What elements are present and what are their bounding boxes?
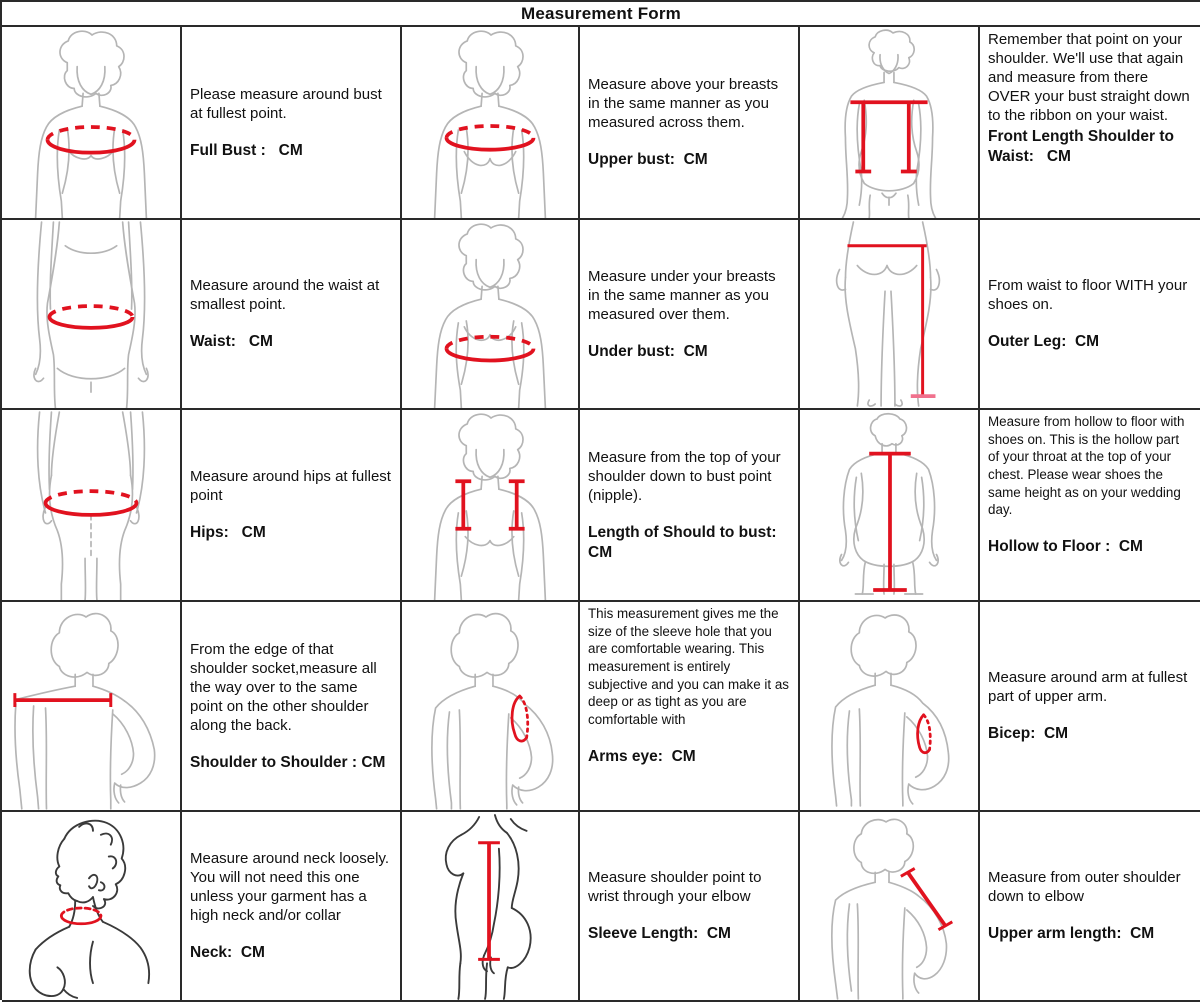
sleeve-length-cell — [580, 812, 800, 1002]
measure-label: Outer Leg: CM — [988, 333, 1100, 351]
measure-description: Measure from outer shoulder down to elbow — [988, 869, 1185, 906]
measure-description: Measure around neck loosely. You will not need this one unless your garment has a high neck and/or collar — [190, 850, 393, 925]
measure-label: Waist: CM — [190, 333, 273, 351]
measure-label: Upper arm length: CM — [988, 925, 1155, 943]
measure-description: Measure under your breasts in the same manner as you measured over them. — [588, 267, 780, 323]
torso-hips-icon — [2, 410, 180, 600]
upper-arm-length-figure — [800, 812, 980, 1002]
measure-label: Length of Should to bust: CM — [588, 524, 786, 561]
full-bust-cell — [182, 27, 402, 220]
measure-description: Measure around the waist at smallest point. — [190, 277, 384, 314]
measure-description: From waist to floor WITH your shoes on. — [988, 277, 1192, 314]
back-bicep-icon — [800, 602, 978, 810]
upper-bust-figure — [402, 27, 580, 220]
under-bust-cell — [580, 220, 800, 410]
measure-description: Remember that point on your shoulder. We'll use that again and measure from there OVER your bust straight down to the ribbon on your waist. — [988, 31, 1194, 125]
woman-hollow-to-floor-icon — [800, 410, 978, 600]
legs-outer-leg-icon — [800, 220, 978, 408]
woman-shoulder-to-bust-icon — [402, 410, 578, 600]
measure-description: Measure from the top of your shoulder down to bust point (nipple). — [588, 449, 785, 505]
woman-front-bust-icon — [2, 27, 180, 218]
hollow-to-floor-figure — [800, 410, 980, 602]
measure-label: Neck: CM — [190, 944, 265, 962]
shoulder-to-bust-cell — [580, 410, 800, 602]
waist-figure — [2, 220, 182, 410]
shoulder-to-bust-figure — [402, 410, 580, 602]
back-upper-arm-icon — [800, 812, 978, 1000]
hips-figure — [2, 410, 182, 602]
measure-description: From the edge of that shoulder socket,measure all the way over to the same point on the other shoulder along the back. — [190, 640, 381, 734]
upper-bust-cell — [580, 27, 800, 220]
back-arms-eye-icon — [402, 602, 578, 810]
torso-waist-icon — [2, 220, 180, 408]
measure-label: Upper bust: CM — [588, 151, 708, 169]
hips-cell — [182, 410, 402, 602]
shoulder-to-shoulder-cell — [182, 602, 402, 812]
shoulder-to-shoulder-figure — [2, 602, 182, 812]
bicep-cell — [980, 602, 1200, 812]
measure-description: Measure around hips at fullest point — [190, 468, 396, 505]
measure-label: Shoulder to Shoulder : CM — [190, 753, 386, 771]
woman-front-under-bust-icon — [402, 220, 578, 408]
outer-leg-cell — [980, 220, 1200, 410]
measure-description: Measure from hollow to floor with shoes on. This is the hollow part of your throat at the top of your chest. Please wear shoes the same height as on your wedding day. — [988, 414, 1189, 518]
front-length-cell — [980, 27, 1200, 220]
measure-description: Measure above your breasts in the same manner as you measured across them. — [588, 76, 783, 132]
profile-neck-icon — [2, 812, 180, 1000]
bicep-figure — [800, 602, 980, 812]
page-title: Measurement Form — [2, 2, 1200, 27]
woman-front-upper-bust-icon — [402, 27, 578, 218]
measure-description: Measure around arm at fullest part of upper arm. — [988, 669, 1192, 706]
neck-figure — [2, 812, 182, 1002]
side-sleeve-length-icon — [402, 812, 578, 1000]
sleeve-length-figure — [402, 812, 580, 1002]
measure-description: This measurement gives me the size of the sleeve hole that you are comfortable wearing. This measurement is entirely subjective and you can make it as deep or as tight as you are comfortable with — [588, 606, 793, 728]
measure-label: Front Length Shoulder to Waist: CM — [988, 128, 1179, 165]
hollow-to-floor-cell — [980, 410, 1200, 602]
under-bust-figure — [402, 220, 580, 410]
full-bust-figure — [2, 27, 182, 220]
measure-description: Please measure around bust at fullest point. — [190, 85, 386, 122]
arms-eye-cell — [580, 602, 800, 812]
measure-label: Full Bust : CM — [190, 141, 303, 159]
measure-label: Bicep: CM — [988, 725, 1069, 743]
woman-front-length-icon — [800, 27, 978, 218]
outer-leg-figure — [800, 220, 980, 410]
neck-cell — [182, 812, 402, 1002]
measure-description: Measure shoulder point to wrist through your elbow — [588, 869, 766, 906]
arms-eye-figure — [402, 602, 580, 812]
front-length-figure — [800, 27, 980, 220]
upper-arm-length-cell — [980, 812, 1200, 1002]
waist-cell — [182, 220, 402, 410]
measure-label: Under bust: CM — [588, 342, 708, 360]
measure-label: Arms eye: CM — [588, 747, 696, 765]
measure-label: Hollow to Floor : CM — [988, 538, 1143, 556]
measure-label: Hips: CM — [190, 524, 266, 542]
measure-label: Sleeve Length: CM — [588, 925, 731, 943]
back-shoulder-to-shoulder-icon — [2, 602, 180, 810]
